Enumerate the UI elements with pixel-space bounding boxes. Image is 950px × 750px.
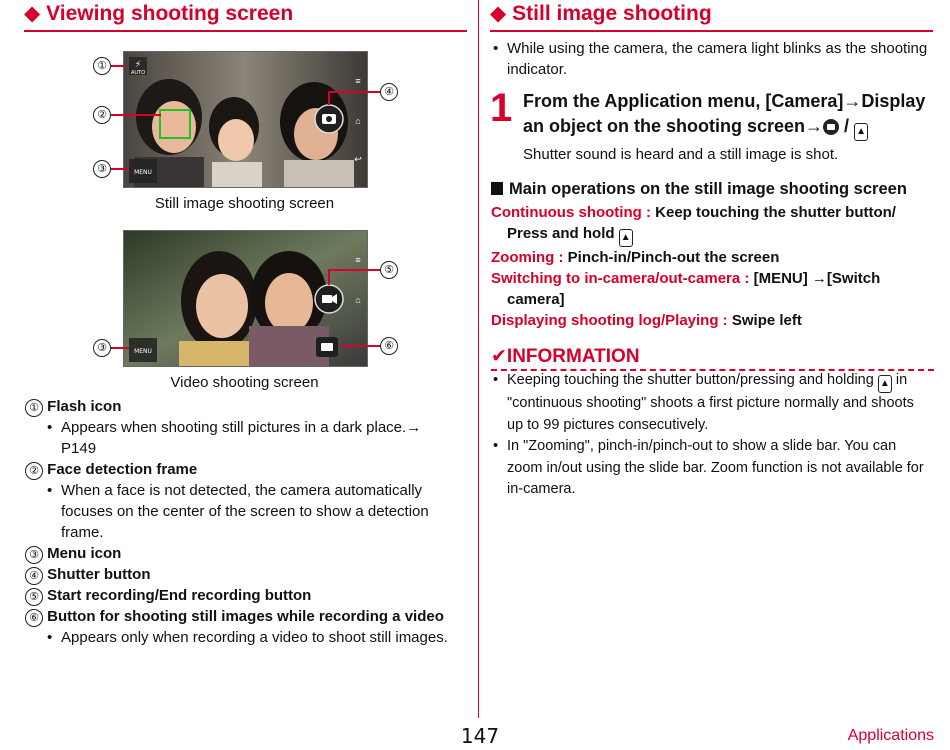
step-1-sub: Shutter sound is heard and a still image is shot. [523, 146, 839, 163]
info-header [491, 345, 934, 371]
legend-title: Face detection frame [47, 461, 198, 478]
legend-item-1 [25, 396, 465, 417]
op-label: Switching to in-camera/out-camera [491, 270, 741, 287]
callout-line [111, 168, 129, 170]
callout-line [340, 345, 380, 347]
svg-text:⌂: ⌂ [355, 295, 361, 305]
legend-title: Flash icon [47, 398, 122, 415]
info-text-a: Keeping touching the shutter button/pressing and holding [507, 372, 878, 388]
op-label: Zooming [491, 249, 555, 266]
legend-title: Shutter button [47, 566, 151, 583]
legend-item-4 [25, 564, 465, 585]
intro-text: While using the camera, the camera light blinks as the shooting indicator. [507, 40, 928, 78]
menu-label-video: MENU [134, 348, 152, 355]
legend-bullet-text: Appears when shooting still pictures in a dark place.→ P149 [61, 419, 422, 457]
svg-text:⚡: ⚡ [134, 60, 142, 70]
callout-6: ⑥ [380, 337, 398, 355]
step-number: 1 [490, 86, 513, 130]
callout-line [111, 114, 161, 116]
diamond-icon: ◆ [490, 2, 507, 25]
section-title-left: Viewing shooting screen [46, 2, 294, 25]
svg-text:≡: ≡ [355, 76, 361, 86]
ops-heading [491, 178, 907, 200]
callout-3b: ③ [93, 339, 111, 357]
intro-bullet: • While using the camera, the camera light blinks as the shooting indicator. [493, 40, 928, 78]
legend-item-5 [25, 585, 465, 606]
legend-item-6 [25, 606, 465, 627]
still-shooting-screenshot [123, 51, 368, 188]
legend-bullet-text: When a face is not detected, the camera automatically focuses on the center of the screen to show a detection frame. [61, 482, 429, 541]
callout-4: ④ [380, 83, 398, 101]
column-divider [478, 0, 479, 718]
section-title-right: Still image shooting [512, 2, 712, 25]
shutter-key-icon: ▲ [619, 229, 633, 247]
callout-line [328, 269, 330, 285]
op-sep: : [641, 204, 656, 221]
callout-line [328, 269, 380, 271]
shutter-key-icon: ▲ [878, 375, 892, 393]
op-continuous [491, 202, 935, 223]
legend-title: Start recording/End recording button [47, 587, 312, 604]
video-shooting-screenshot [123, 230, 368, 367]
op-switching-cont [491, 289, 935, 310]
callout-line [328, 91, 380, 93]
callout-5: ⑤ [380, 261, 398, 279]
section-header-left [24, 0, 467, 32]
legend-title: Menu icon [47, 545, 122, 562]
step-text-a: From the Application menu, [Camera]→Display an object on the shooting screen→ [523, 91, 926, 136]
legend-title: Button for shooting still images while recording a video [47, 608, 444, 625]
legend-item-2 [25, 459, 465, 480]
op-sep: : [718, 312, 732, 329]
diamond-icon: ◆ [24, 2, 41, 25]
op-text: Swipe left [731, 312, 802, 329]
legend-num: ③ [25, 546, 43, 564]
legend-num: ② [25, 462, 43, 480]
op-text: Keep touching the shutter button/ [655, 204, 896, 221]
op-label: Continuous shooting [491, 204, 642, 221]
step-text-b: / [839, 116, 855, 136]
op-label: Displaying shooting log/Playing [491, 312, 719, 329]
op-sep: : [740, 270, 754, 287]
legend-num: ⑥ [25, 609, 43, 627]
step-1-text [523, 89, 935, 141]
legend-list [25, 396, 465, 648]
op-text: Pinch-in/Pinch-out the screen [567, 249, 780, 266]
ops-heading-text: Main operations on the still image shooting screen [509, 180, 907, 198]
legend-bullet: • Appears when shooting still pictures in a dark place.→ P149 [47, 419, 422, 457]
op-text: [MENU] →[Switch [753, 270, 881, 287]
legend-bullet: • Appears only when recording a video to shoot still images. [47, 629, 448, 646]
svg-text:≡: ≡ [355, 255, 361, 265]
ops-list [491, 202, 935, 331]
menu-label: MENU [134, 169, 152, 176]
section-header-right [490, 0, 933, 32]
camera-icon [823, 119, 839, 135]
op-continuous-cont [491, 223, 935, 247]
info-text-b: in "continuous shooting" shoots a first picture normally and shoots up to 99 pictures consecutively. [507, 372, 914, 433]
info-bullet-1: • Keeping touching the shutter button/pressing and holding ▲ in "continuous shooting" shoots a first picture normally and shoots up to 99 pictures consecutively. [493, 372, 914, 433]
svg-text:↩: ↩ [354, 154, 362, 164]
op-switching [491, 268, 935, 289]
info-text-a: In "Zooming", pinch-in/pinch-out to show a slide bar. You can zoom in/out using the slide bar. Zoom function is not available for in-camera. [507, 438, 924, 497]
op-zooming [491, 247, 935, 268]
legend-num: ⑤ [25, 588, 43, 606]
op-log [491, 310, 935, 331]
caption-video: Video shooting screen [170, 374, 319, 391]
legend-bullet-text: Appears only when recording a video to shoot still images. [61, 629, 448, 646]
op-sep: : [554, 249, 568, 266]
op-text2: Press and hold [507, 225, 615, 242]
callout-line [111, 347, 129, 349]
footer-section: Applications [847, 727, 934, 744]
caption-still: Still image shooting screen [154, 195, 335, 212]
info-title: ✔INFORMATION [491, 346, 644, 367]
page-number: 147 [460, 724, 500, 748]
legend-item-3 [25, 543, 465, 564]
callout-3: ③ [93, 160, 111, 178]
legend-num: ① [25, 399, 43, 417]
info-bullet-2: • In "Zooming", pinch-in/pinch-out to show a slide bar. You can zoom in/out using the slide bar. Zoom function is not available for in-camera. [493, 438, 924, 497]
svg-text:⌂: ⌂ [355, 116, 361, 126]
callout-1: ① [93, 57, 111, 75]
square-bullet-icon [491, 182, 503, 195]
auto-label: AUTO [130, 70, 146, 76]
callout-line [328, 91, 330, 105]
callout-line [111, 65, 125, 67]
legend-bullet: • When a face is not detected, the camera automatically focuses on the center of the screen to show a detection frame. [47, 482, 429, 541]
shutter-key-icon: ▲ [854, 123, 868, 141]
legend-num: ④ [25, 567, 43, 585]
op-text2: camera] [507, 291, 565, 308]
callout-2: ② [93, 106, 111, 124]
info-bullets [491, 370, 933, 501]
